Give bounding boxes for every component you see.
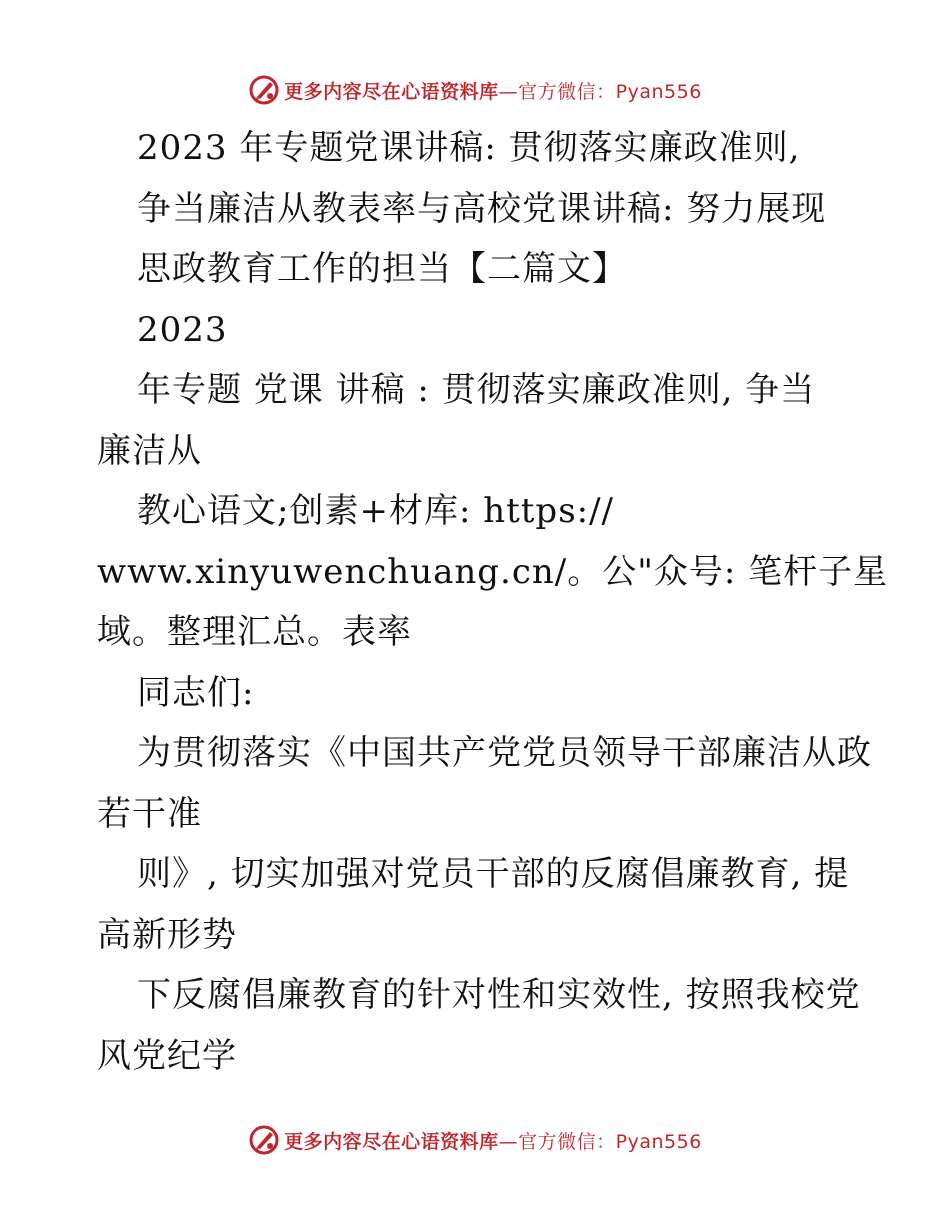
header-banner xyxy=(0,72,950,108)
pen-quill-logo-icon xyxy=(248,74,280,106)
body-line: 风党纪学 xyxy=(97,1035,237,1076)
body-line: www.xinyuwenchuang.cn/。公"众号: 笔杆子星 xyxy=(97,551,889,592)
body-line: 廉洁从 xyxy=(97,430,202,471)
body-line: 则》, 切实加强对党员干部的反腐倡廉教育, 提 xyxy=(137,854,850,894)
body-line: 下反腐倡廉教育的针对性和实效性, 按照我校党 xyxy=(137,975,861,1015)
body-line: 2023 xyxy=(137,309,228,350)
body-line: 教心语文;创素+材库: https:// xyxy=(137,491,615,531)
title-line-1: 2023 年专题党课讲稿: 贯彻落实廉政准则, xyxy=(137,128,801,168)
body-line: 若干准 xyxy=(97,793,202,834)
header-banner-text xyxy=(284,77,702,104)
body-line: 域。整理汇总。表率 xyxy=(97,612,412,652)
footer-banner xyxy=(0,1122,950,1158)
header-banner-dash: — xyxy=(498,80,519,103)
document-body xyxy=(97,118,889,1086)
header-banner-sub: 官方微信：Pyan556 xyxy=(518,80,702,103)
header-banner-main: 更多内容尽在心语资料库 xyxy=(284,80,499,103)
footer-banner-text xyxy=(284,1127,702,1154)
footer-banner-main: 更多内容尽在心语资料库 xyxy=(284,1130,499,1153)
title-line-2: 争当廉洁从教表率与高校党课讲稿: 努力展现 xyxy=(137,188,827,229)
body-line: 为贯彻落实《中国共产党党员领导干部廉洁从政 xyxy=(137,733,872,773)
title-line-3: 思政教育工作的担当【二篇文】 xyxy=(137,249,627,289)
footer-banner-dash: — xyxy=(498,1130,519,1153)
body-line: 年专题 党课 讲稿 : 贯彻落实廉政准则, 争当 xyxy=(137,370,816,410)
footer-banner-sub: 官方微信：Pyan556 xyxy=(518,1130,702,1153)
body-line: 高新形势 xyxy=(97,914,237,955)
salutation-line: 同志们: xyxy=(137,672,255,713)
pen-quill-logo-icon xyxy=(248,1124,280,1156)
